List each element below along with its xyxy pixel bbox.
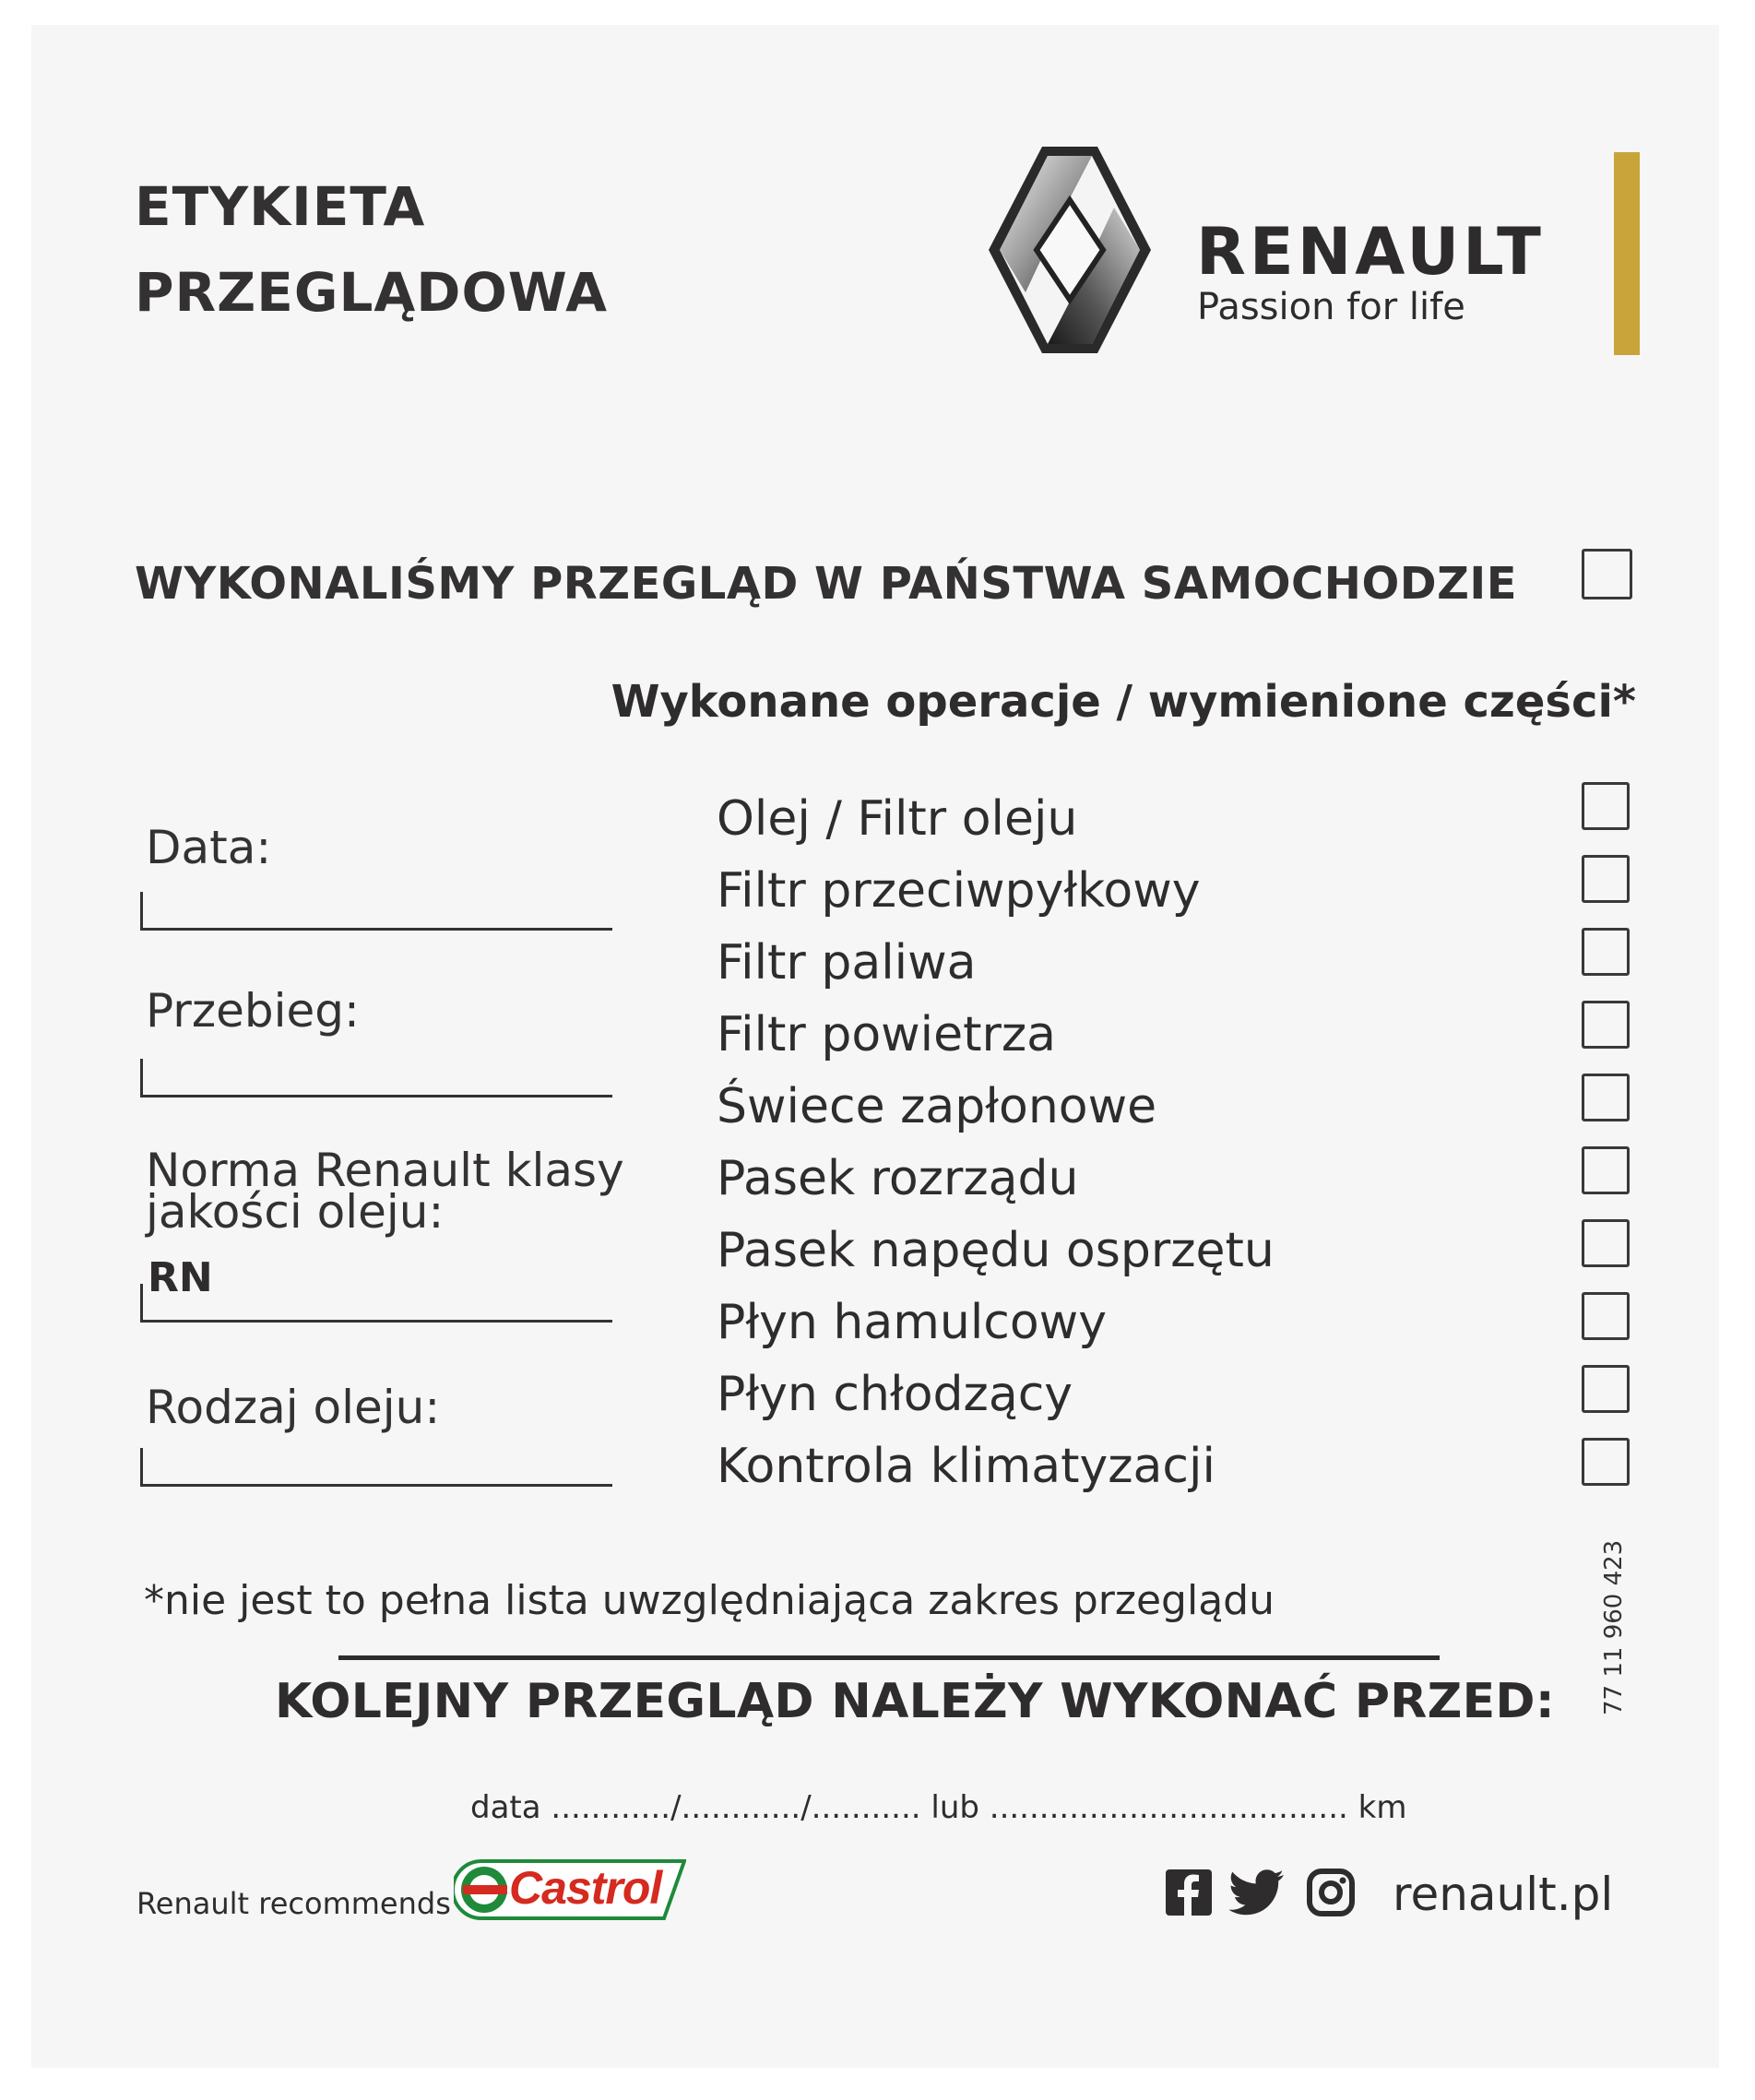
checkbox-fuel-filter[interactable] (1582, 928, 1630, 976)
gold-accent-bar (1614, 152, 1640, 355)
brand-slogan: Passion for life (1197, 286, 1465, 328)
checkbox-accessory-belt[interactable] (1582, 1219, 1630, 1267)
twitter-icon[interactable] (1228, 1868, 1286, 1917)
item-label-timing-belt: Pasek rozrządu (717, 1151, 1079, 1206)
checkbox-oil-filter[interactable] (1582, 782, 1630, 830)
oil-norm-value: RN (148, 1254, 213, 1301)
confirmation-text: WYKONALIŚMY PRZEGLĄD W PAŃSTWA SAMOCHODZIE (135, 558, 1518, 610)
date-field[interactable] (140, 892, 612, 931)
checkbox-brake-fluid[interactable] (1582, 1292, 1630, 1340)
item-label-oil-filter: Olej / Filtr oleju (717, 791, 1078, 847)
part-number: 77 11 960 423 (1600, 1539, 1628, 1715)
oil-norm-label-line-1: Norma Renault klasy (146, 1144, 624, 1197)
facebook-icon[interactable] (1164, 1868, 1214, 1917)
oil-type-label: Rodzaj oleju: (146, 1381, 441, 1434)
footnote: *nie jest to pełna lista uwzględniająca zakres przeglądu (144, 1577, 1275, 1624)
item-label-cabin-filter: Filtr przeciwpyłkowy (717, 863, 1201, 919)
castrol-logo (454, 1859, 686, 1920)
checkbox-timing-belt[interactable] (1582, 1146, 1630, 1194)
instagram-icon[interactable] (1306, 1868, 1356, 1917)
confirmation-checkbox[interactable] (1582, 549, 1632, 599)
item-label-accessory-belt: Pasek napędu osprzętu (717, 1223, 1275, 1278)
item-label-coolant: Płyn chłodzący (717, 1367, 1073, 1422)
title-line-2: PRZEGLĄDOWA (135, 261, 609, 324)
checkbox-coolant[interactable] (1582, 1365, 1630, 1413)
next-service-date-line[interactable]: data ............/............/........... lub .................................... km (470, 1789, 1407, 1826)
next-service-title: KOLEJNY PRZEGLĄD NALEŻY WYKONAĆ PRZED: (275, 1674, 1555, 1729)
oil-norm-label-line-2: jakości oleju: (146, 1185, 445, 1239)
checkbox-spark-plugs[interactable] (1582, 1074, 1630, 1121)
renault-recommends-text: Renault recommends (136, 1886, 451, 1921)
date-label: Data: (146, 821, 272, 874)
brand-name: RENAULT (1196, 214, 1545, 290)
operations-heading: Wykonane operacje / wymienione części* (611, 676, 1636, 728)
item-label-spark-plugs: Świece zapłonowe (717, 1079, 1157, 1134)
item-label-fuel-filter: Filtr paliwa (717, 935, 977, 991)
oil-type-field[interactable] (140, 1448, 612, 1487)
renault-diamond-logo (987, 143, 1153, 357)
checkbox-ac-check[interactable] (1582, 1438, 1630, 1486)
title-line-1: ETYKIETA (135, 175, 426, 238)
checkbox-air-filter[interactable] (1582, 1001, 1630, 1049)
item-label-brake-fluid: Płyn hamulcowy (717, 1295, 1107, 1350)
castrol-wordmark: Castrol (509, 1862, 662, 1914)
item-label-air-filter: Filtr powietrza (717, 1007, 1057, 1062)
item-label-ac-check: Kontrola klimatyzacji (717, 1439, 1215, 1494)
checkbox-cabin-filter[interactable] (1582, 855, 1630, 903)
divider-rule (338, 1655, 1440, 1660)
mileage-label: Przebieg: (146, 984, 360, 1038)
website-link[interactable]: renault.pl (1393, 1868, 1614, 1921)
mileage-field[interactable] (140, 1059, 612, 1097)
